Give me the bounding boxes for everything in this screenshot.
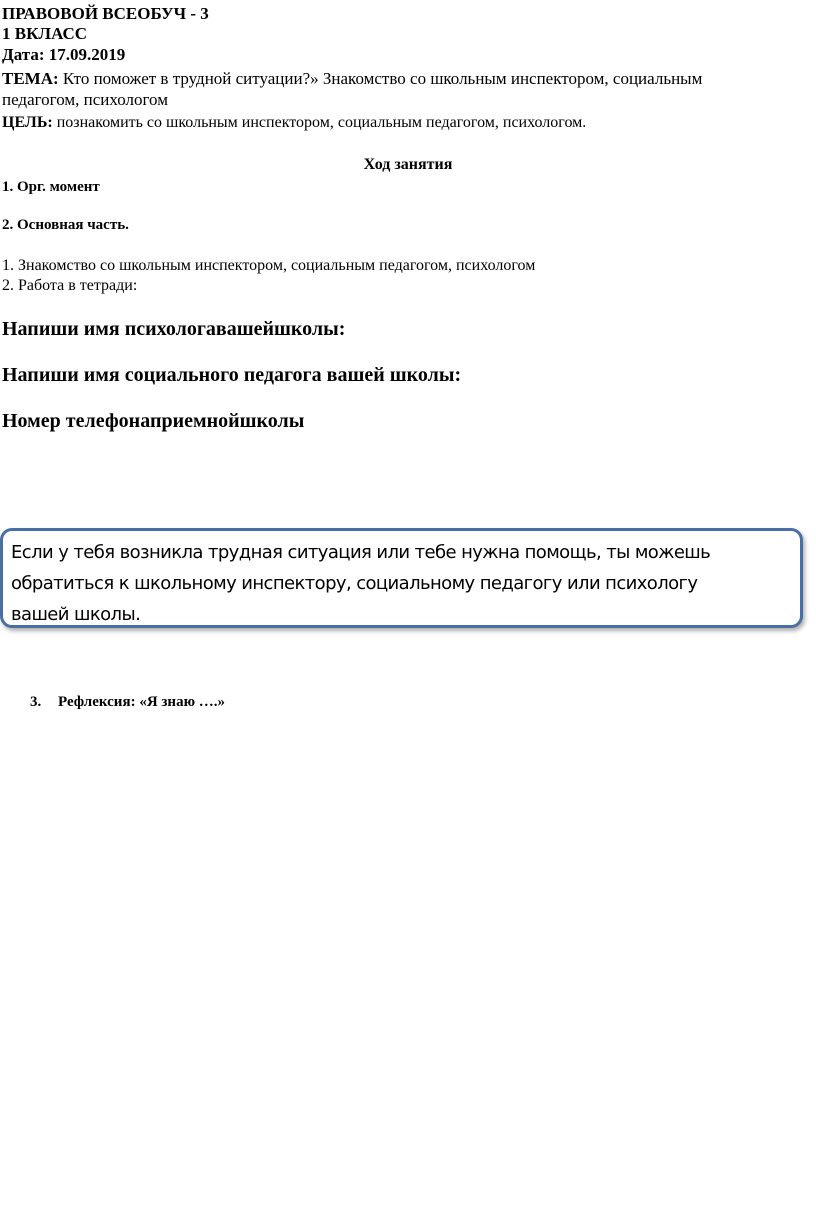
reflection-text: Рефлексия: «Я знаю ….»: [58, 694, 226, 710]
step-main-part: 2. Основная часть.: [2, 217, 129, 233]
document-title: ПРАВОВОЙ ВСЕОБУЧ - 3: [2, 4, 209, 23]
substep-acquaintance: 1. Знакомство со школьным инспектором, социальным педагогом, психологом: [2, 257, 536, 274]
goal-label: ЦЕЛЬ:: [2, 114, 53, 131]
task-psychologist-name: Напиши имя психологавашейшколы:: [2, 318, 346, 340]
goal-text: познакомить со школьным инспектором, социальным педагогом, психологом.: [52, 114, 587, 131]
topic-line-continued: педагогом, психологом: [2, 90, 168, 109]
reflection-number: 3.: [30, 694, 42, 710]
callout-line-3: вашей школы.: [11, 604, 141, 625]
step-org-moment: 1. Орг. момент: [2, 179, 100, 195]
callout-line-1: Если у тебя возникла трудная ситуация или тебе нужна помощь, ты можешь: [11, 542, 711, 563]
topic-text: Кто поможет в трудной ситуации?» Знакомство со школьным инспектором, социальным: [58, 69, 703, 88]
help-callout-box: [0, 528, 803, 628]
step-reflection: [30, 694, 225, 711]
goal-line: [2, 113, 586, 133]
topic-line: [2, 69, 702, 89]
class-label: 1 ВКЛАСС: [2, 24, 88, 43]
callout-line-2: обратиться к школьному инспектору, социальному педагогу или психологу: [11, 573, 698, 594]
task-reception-phone: Номер телефонаприемнойшколы: [2, 410, 305, 432]
task-social-pedagogue-name: Напиши имя социального педагога вашей школы:: [2, 364, 462, 386]
date-label: Дата: 17.09.2019: [2, 45, 126, 64]
topic-label: ТЕМА:: [2, 69, 59, 88]
lesson-title: Ход занятия: [363, 156, 453, 173]
substep-notebook: 2. Работа в тетради:: [2, 277, 138, 294]
